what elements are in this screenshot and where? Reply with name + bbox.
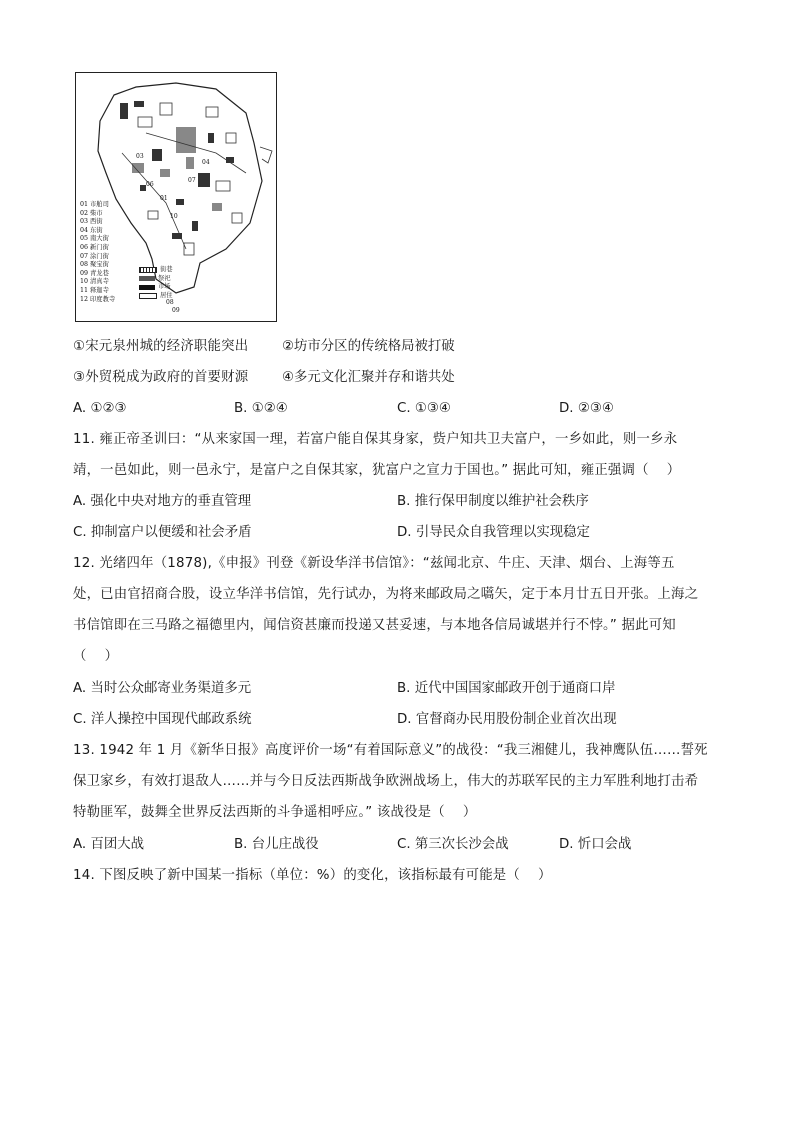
key-label: 街巷 — [160, 266, 173, 273]
map-number: 03 — [136, 153, 144, 160]
key-label: 市场 — [158, 283, 171, 291]
city-map-figure — [75, 72, 277, 322]
residence-swatch — [139, 293, 157, 299]
map-key — [139, 266, 173, 300]
legend-item: 08 聚宝街 — [80, 261, 109, 269]
q12-option-d[interactable]: D. 官督商办民用股份制企业首次出现 — [397, 712, 617, 727]
q12-stem-line: 12. 光绪四年（1878),《申报》刊登《新设华洋书信馆》：“兹闻北京、牛庄、天津、烟台、上海等五 — [73, 556, 675, 571]
q10-statement: ③外贸税成为政府的首要财源 — [73, 370, 249, 385]
q12-stem-line: 处，已由官招商合股，设立华洋书信馆，先行试办，为将来邮政局之嚆矢，定于本月廿五日开张。上海之 — [73, 587, 699, 602]
map-number: 04 — [202, 159, 210, 166]
legend-item: 02 柴市 — [80, 209, 103, 217]
q12-option-b[interactable]: B. 近代中国国家邮政开创于通商口岸 — [397, 681, 616, 696]
legend-item: 12 印度教寺 — [80, 295, 116, 303]
market-swatch — [139, 285, 155, 290]
q10-statement: ②坊市分区的传统格局被打破 — [282, 339, 455, 354]
q11-option-d[interactable]: D. 引导民众自我管理以实现稳定 — [397, 525, 590, 540]
legend-item: 09 青龙巷 — [80, 269, 109, 277]
q11-option-a[interactable]: A. 强化中央对地方的垂直管理 — [73, 494, 252, 509]
q10-option-a[interactable]: A. ①②③ — [73, 401, 127, 416]
map-number: 08 — [166, 299, 174, 306]
q13-option-c[interactable]: C. 第三次长沙会战 — [397, 837, 509, 852]
legend-item: 01 市舶司 — [80, 201, 109, 208]
q10-statement: ④多元文化汇聚并存和谐共处 — [282, 370, 455, 385]
q12-option-c[interactable]: C. 洋人操控中国现代邮政系统 — [73, 712, 252, 727]
road-swatch — [139, 267, 157, 273]
q10-statement: ①宋元泉州城的经济职能突出 — [73, 339, 249, 354]
q11-option-c[interactable]: C. 抑制富户以便缓和社会矛盾 — [73, 525, 252, 540]
map-number: 01 — [160, 195, 168, 202]
q12-option-a[interactable]: A. 当时公众邮寄业务渠道多元 — [73, 681, 252, 696]
q13-option-b[interactable]: B. 台儿庄战役 — [234, 837, 319, 852]
map-number: 07 — [188, 177, 196, 184]
q13-stem-line: 保卫家乡，有效打退敌人……并与今日反法西斯战争欧洲战场上，伟大的苏联军民的主力军胜利地打击希 — [73, 774, 699, 789]
q12-stem-line: 书信馆即在三马路之福德里内，闻信资甚廉而投递又甚妥速，与本地各信局诚堪并行不悖。” 据此可知 — [73, 618, 676, 633]
q11-stem-line: 靖，一邑如此，则一邑永宁，是富户之自保其家，犹富户之宣力于国也。” 据此可知，雍正强调（ ） — [73, 463, 681, 478]
map-number: 06 — [146, 181, 154, 188]
legend-item: 11 释迦寺 — [80, 286, 109, 294]
q13-stem-line: 13. 1942 年 1 月《新华日报》高度评价一场“有着国际意义”的战役：“我三湘健儿，我神鹰队伍……誓死 — [73, 743, 708, 758]
legend-item: 03 西街 — [80, 218, 103, 226]
q13-stem-line: 特勒匪军，鼓舞全世界反法西斯的斗争遥相呼应。” 该战役是（ ） — [73, 805, 477, 820]
legend-item: 04 东街 — [80, 226, 103, 234]
map-number: 10 — [170, 213, 178, 220]
legend-item: 07 涂门街 — [80, 252, 109, 260]
q13-option-d[interactable]: D. 忻口会战 — [559, 837, 632, 852]
q11-stem-line: 11. 雍正帝圣训曰：“从来家国一理，若富户能自保其身家，赀户知共卫夫富户，一乡如此，则一乡永 — [73, 432, 678, 447]
q13-option-a[interactable]: A. 百团大战 — [73, 837, 144, 852]
q11-option-b[interactable]: B. 推行保甲制度以维护社会秩序 — [397, 494, 589, 509]
q10-option-b[interactable]: B. ①②④ — [234, 401, 288, 416]
legend-item: 06 新门街 — [80, 243, 109, 251]
sacrifice-swatch — [139, 276, 155, 281]
legend-item: 05 南大街 — [80, 235, 109, 243]
q10-option-d[interactable]: D. ②③④ — [559, 401, 614, 416]
map-number: 09 — [172, 307, 180, 314]
map-legend — [80, 201, 115, 304]
q10-option-c[interactable]: C. ①③④ — [397, 401, 451, 416]
q12-stem-line: （ ） — [73, 649, 119, 664]
key-label: 祭祀 — [158, 274, 171, 282]
legend-item: 10 清真寺 — [80, 278, 109, 286]
key-label: 居住 — [160, 291, 173, 299]
q14-stem-line: 14. 下图反映了新中国某一指标（单位：%）的变化，该指标最有可能是（ ） — [73, 868, 552, 883]
